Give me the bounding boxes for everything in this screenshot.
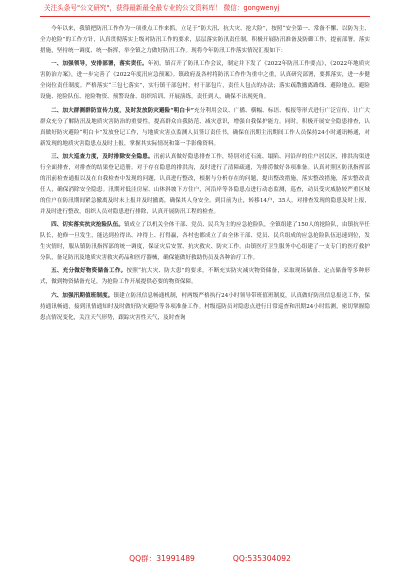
paragraph-intro (40, 24, 370, 57)
paragraph-section-5 (40, 266, 370, 288)
paragraph-text: 充分利用会议、广播、横幅、标语、板报等形式进行广泛宣传，让广大群众充分了解防汛及地质灾害防治的重要性，提高群众自我防范、减灾意识，增强自我保护能力。同时，积极开展安全隐患排查，认真做好防灾避险“明白卡”发放登记工作，与地质灾害点监测人员签订责任书，确保在汛期主汛期间工作人员保持24小时通讯畅通，对新发现的地质灾害隐患点及时上报，掌握其实际情况和第一手影像资料。 (40, 107, 370, 147)
paragraph-text: 汛前认真做好隐患排查工作，特别对近石流、塌陷、河沿岸的住户居民区，排洪沟渠进行全面排查，对排查的结果登记造册。对于存在隐患的排洪沟，及时进行了清障疏通，为排涝做好各项准备。认真对照区防汛指挥部的汛前检查通报以及在自我检查中发现的问题，认真进行整改，根据与分析存在的问题，提出整改措施，落实整改措施，落实整改责任人，确保消除安全隐患。汛期对低洼房屋、山体斜坡下方住户，河沿岸等各隐患点进行动态监测，巡查，动员受灾威胁较严重区域的住户在防汛期间紧急撤离及时未上报并及时撤离，确保其人身安全。到目前为止，转移14户，35人。对排查发现的隐患及时上报，并及时进行整改，组织人员对隐患进行排除，认真开展防汛工程的检查。 (40, 153, 370, 215)
section-heading: 五、充分做好物资储备工作。 (51, 268, 127, 275)
footer-qq-number: QQ:535304092 (232, 554, 291, 563)
section-heading: 四、切实落实抗灾抢险队伍。 (51, 222, 124, 229)
paragraph-text: 镇成立了以机关全体干部、党员、民兵为主的应急抢险队，全镇组建了150人的抢险队，由镇抗旱任队长，抢修一旦发生，能达到拉得出、冲得上、打得赢，各村也都成立了由全体干部、党员、民兵组成的应急抢险队伍迅速到位，发生灾情时，服从镇防汛指挥部的统一调度，保证灾后安置、抗灾救灾、防灾工作。由镇医疗卫生服务中心组建了一支专门的医疗救护分队，备足防汛及地质灾害救灾药品和医疗器械，确保能做好救助伤员及各种治疗工作。 (40, 222, 370, 262)
footer-contact (60, 552, 360, 566)
paragraph-section-2 (40, 106, 370, 150)
paragraph-section-6 (40, 291, 370, 324)
paragraph-section-4 (40, 220, 370, 264)
footer-qq-group: QQ群：31991489 (129, 554, 195, 563)
header-banner: 关注头条号"公文研究"，获得最新最全最专业的公文资料库！ 微信：gongwenyj (44, 4, 280, 12)
paragraph-text: 镇建立防汛信息畅通机制，村两级严格执行24小时领导带班值班制度，认真做好防汛信息报送工作，保持通讯畅通，接到汛情通知时及时做好防灾避险等各项准备工作。村级巡防员对隐患点进行日常巡查和汛期24小时监测，密切掌握隐患点情况变化，关注天气形势，跟踪灾害性天气，及时查询 (40, 292, 370, 321)
section-heading: 一、加强领导，安排部署，落实责任。 (51, 61, 148, 68)
paragraph-text: 年初，镇召开了防汛工作会议，制定并下发了《2022年防汛工作要点》，《2022年地质灾害防治方案》，进一步完善了《2022年度汛应急预案》。镇政府及各村将防汛工作作为重中之重，认真研究部署，要抓落实，进一步健全岗位责任制度。严格落实“三包七落实”，实行镇干部包村，村干部包片，责任人包点的办法；落实疏散撤离路线、避险地点、避险设施、抢险队伍、抢险物资、预警设备、组织培训、开展演练，责任到人，确保不出现死角。 (40, 61, 370, 101)
document-body (40, 24, 370, 326)
paragraph-section-1 (40, 59, 370, 103)
section-heading: 二、加大群测群防宣传力度，及时发放防灾避险“明白卡” (51, 107, 194, 114)
paragraph-text: 按照“抗大灾、防大患”的要求，不断充实防灾减灾物资储备，采取现场储备、定点储备等多种形式，做到物资储备充足，为抢险工作开展提供必要的物资保障。 (40, 268, 370, 286)
section-heading: 三、加大巡查力度，及时排除安全隐患。 (51, 153, 154, 160)
section-heading: 六、加强汛期值班制度。 (51, 292, 114, 299)
paragraph-section-3 (40, 152, 370, 218)
header-divider (40, 16, 370, 17)
paragraph-text: 今年以来，我镇把防汛工作作为一项重点工作来抓，立足于“防大汛、抗大灾、抢大险”，按照“安全第一、常备不懈、以防为主、全力抢险”的工作方针，认真贯彻落实上级对防汛工作的要求，层层落实防汛责任制，积极开展防汛准备及防御工作，提前部署，落实措施，坚持统一调度、统一指挥，举全镇之力做好防汛工作。现将今年防汛工作落实情况汇报如下： (40, 26, 370, 54)
